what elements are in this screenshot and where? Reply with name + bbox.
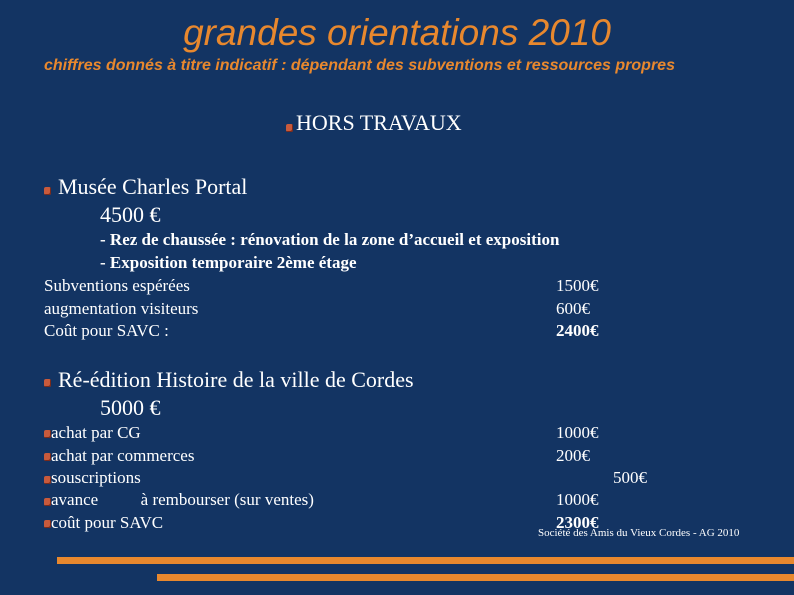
reedition-row-value: 2300€	[556, 513, 599, 532]
musee-row-label: Subventions espérées	[44, 276, 190, 295]
reedition-row-label: achat par commerces	[51, 446, 195, 465]
bullet-icon	[44, 520, 51, 528]
musee-detail: - Exposition temporaire 2ème étage	[100, 253, 357, 272]
footer-note: Société des Amis du Vieux Cordes - AG 2010	[538, 527, 740, 539]
reedition-row-label: souscriptions	[51, 468, 141, 487]
bullet-icon	[44, 379, 51, 387]
section-heading: HORS TRAVAUX	[296, 110, 462, 135]
reedition-row-value: 500€	[613, 468, 647, 487]
reedition-row-label: achat par CG	[51, 423, 141, 442]
musee-row-value: 600€	[556, 299, 590, 318]
musee-row-label: augmentation visiteurs	[44, 299, 199, 318]
musee-amount: 4500 €	[100, 202, 161, 227]
reedition-title: Ré-édition Histoire de la ville de Cordes	[58, 367, 414, 392]
musee-row-value: 1500€	[556, 276, 599, 295]
musee-row-value: 2400€	[556, 321, 599, 340]
decorative-bar	[57, 557, 794, 564]
reedition-row-label: avance à rembourser (sur ventes)	[51, 490, 314, 509]
musee-detail: - Rez de chaussée : rénovation de la zone d’accueil et exposition	[100, 230, 560, 249]
reedition-row-value: 1000€	[556, 423, 599, 442]
reedition-row-value: 200€	[556, 446, 590, 465]
reedition-row-label: coût pour SAVC	[51, 513, 164, 532]
musee-row-label: Coût pour SAVC :	[44, 321, 169, 340]
bullet-icon	[44, 453, 51, 461]
bullet-icon	[44, 187, 51, 195]
reedition-row-value: 1000€	[556, 490, 599, 509]
bullet-icon	[44, 430, 51, 438]
page-subtitle: chiffres donnés à titre indicatif : dépendant des subventions et ressources propres	[44, 57, 675, 74]
bullet-icon	[44, 476, 51, 484]
page-title: grandes orientations 2010	[183, 12, 611, 53]
bullet-icon	[44, 498, 51, 506]
bullet-icon	[286, 124, 293, 132]
musee-title: Musée Charles Portal	[58, 174, 248, 199]
decorative-bar	[157, 574, 794, 581]
reedition-amount: 5000 €	[100, 395, 161, 420]
